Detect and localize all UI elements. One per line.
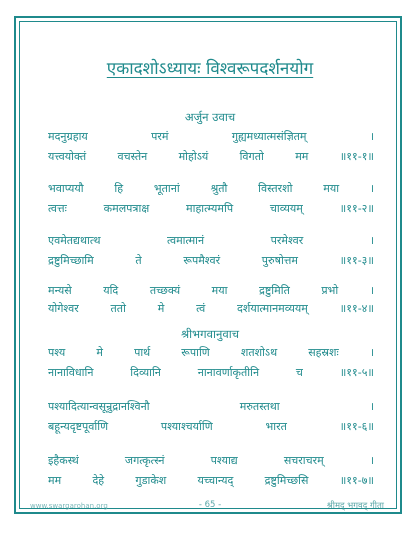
verse-5-line-2: नानाविधानि दिव्यानि नानावर्णाकृतीनि च ॥११-५॥ (48, 366, 374, 379)
verse-4-line-2: योगेश्वर ततो मे त्वं दर्शयात्मानमव्ययम् ॥११-४॥ (48, 302, 374, 315)
verse-3-line-2: द्रष्टुमिच्छामि ते रूपमैश्वरं पुरुषोत्तम ॥११-३॥ (48, 254, 374, 267)
verse-2-line-2: त्वत्तः कमलपत्राक्ष माहात्म्यमपि चाव्ययम् ॥११-२॥ (48, 202, 374, 215)
verse-5-line-1: पश्य मे पार्थ रूपाणि शतशोऽथ सहस्रशः । (48, 346, 374, 359)
chapter-title: एकादशोऽध्यायः विश्वरूपदर्शनयोग (106, 59, 314, 79)
verse-2-line-1: भवाप्ययौ हि भूतानां श्रुतौ विस्तरशो मया । (48, 182, 374, 195)
verse-4-line-1: मन्यसे यदि तच्छक्यं मया द्रष्टुमिति प्रभो । (48, 284, 374, 297)
verse-6-line-2: बहून्यदृष्टपूर्वाणि पश्याश्चर्याणि भारत ॥११-६॥ (48, 420, 374, 433)
speaker-heading-arjuna: अर्जुन उवाच (184, 110, 236, 124)
verse-7-line-2: मम देहे गुडाकेश यच्चान्यद् द्रष्टुमिच्छसि ॥११-७॥ (48, 474, 374, 487)
footer-book-title: श्रीमद् भगवद् गीता (326, 501, 384, 511)
footer-page-number: - 65 - (198, 500, 222, 510)
verse-1-line-1: मदनुग्रहाय परमं गुह्यमध्यात्मसंज्ञितम् । (48, 130, 374, 143)
verse-7-line-1: इहैकस्थं जगत्कृत्स्नं पश्याद्य सचराचरम् । (48, 454, 374, 467)
verse-1-line-2: यत्त्वयोक्तं वचस्तेन मोहोऽयं विगतो मम ॥११-१॥ (48, 150, 374, 163)
verse-3-line-1: एवमेतद्यथात्थ त्वमात्मानं परमेश्वर । (48, 234, 374, 247)
speaker-heading-bhagavan: श्रीभगवानुवाच (180, 327, 240, 341)
verse-6-line-1: पश्यादित्यान्वसून्रुद्रानश्विनौ मरुतस्तथा । (48, 400, 374, 413)
footer-website[interactable]: www.swargarohan.org (30, 502, 108, 510)
